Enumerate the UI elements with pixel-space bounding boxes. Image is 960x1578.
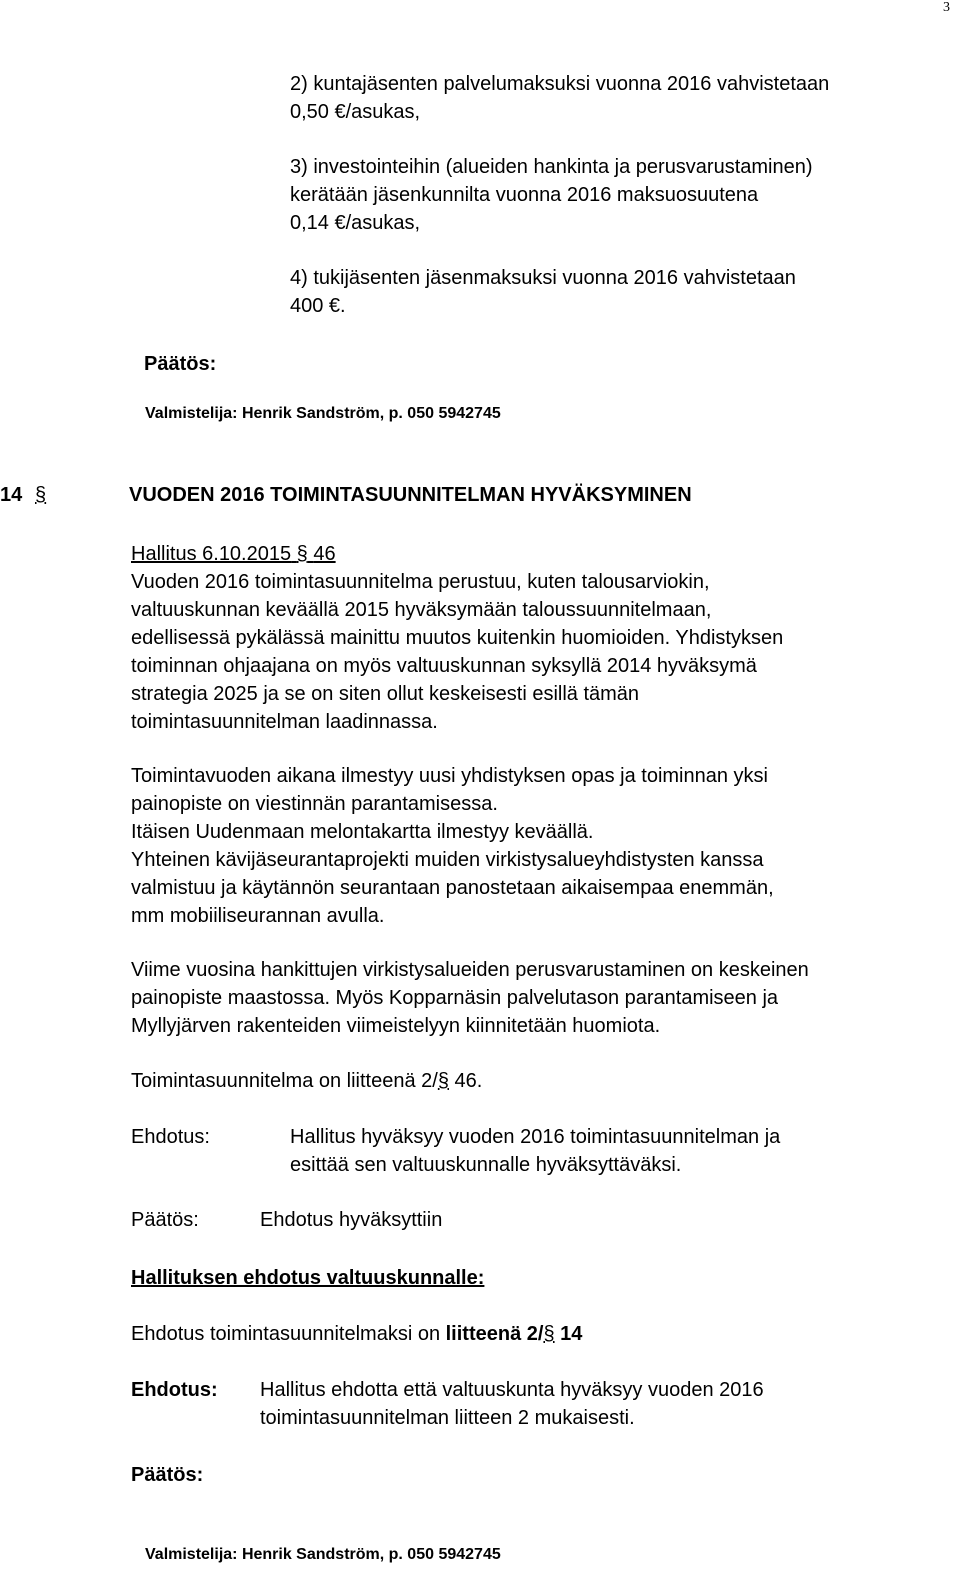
ehdotus-label-2: Ehdotus:: [131, 1379, 218, 1401]
section-sign: §: [35, 484, 47, 506]
valmistelija-2: Valmistelija: Henrik Sandström, p. 050 5942745: [145, 1546, 501, 1563]
section-heading: [0, 484, 960, 512]
decision-item-3: 3) investointeihin (alueiden hankinta ja perusvarustaminen) kerätään jäsenkunnilta vuonna 2016 maksuosuutena 0,14 €/asukas,: [290, 156, 813, 234]
ehdotus-text-2: Hallitus ehdotta että valtuuskunta hyväksyy vuoden 2016 toimintasuunnitelman liitteen 2 mukaisesti.: [260, 1379, 764, 1429]
paatos-label-1: Päätös:: [144, 353, 217, 375]
decision-item-4: 4) tukijäsenten jäsenmaksuksi vuonna 2016 vahvistetaan 400 €.: [290, 267, 796, 317]
section-title: VUODEN 2016 TOIMINTASUUNNITELMAN HYVÄKSYMINEN: [129, 484, 692, 506]
paatos-text-2: Ehdotus hyväksyttiin: [260, 1209, 443, 1231]
paragraph-4: Toimintasuunnitelma on liitteenä 2/§ 46.: [131, 1070, 483, 1092]
paatos-label-3: Päätös:: [131, 1464, 204, 1486]
section-number: 14: [0, 484, 23, 506]
valmistelija-1: Valmistelija: Henrik Sandström, p. 050 5942745: [145, 405, 501, 422]
p4-sign: §: [437, 1070, 449, 1092]
paragraph-3: Viime vuosina hankittujen virkistysalueiden perusvarustaminen on keskeinen painopiste maastossa. Myös Kopparnäsin palvelutason parantamiseen ja Myllyjärven rakenteiden viimeistelyyn kiinnitetään huomiota.: [131, 959, 809, 1037]
ehdotus-text-1: Hallitus hyväksyy vuoden 2016 toimintasuunnitelman ja esittää sen valtuuskunnalle hyväksyttäväksi.: [290, 1126, 781, 1176]
hallituksen-ehdotus-heading: Hallituksen ehdotus valtuuskunnalle:: [131, 1267, 485, 1289]
paragraph-2: Toimintavuoden aikana ilmestyy uusi yhdistyksen opas ja toiminnan yksi painopiste on viestinnän parantamisessa. Itäisen Uudenmaan melontakartta ilmestyy keväällä. Yhteinen kävijäseurantaprojekti muiden virkistysalueyhdistysten kanssa valmistuu ja käytännön seurantaan panostetaan aikaisempaa enemmän, mm mobiiliseurannan avulla.: [131, 765, 774, 927]
paragraph-1: Vuoden 2016 toimintasuunnitelma perustuu, kuten talousarviokin, valtuuskunnan keväällä 2015 hyväksymään taloussuunnitelmaan, edellisessä pykälässä mainittu muutos kuitenkin huomioiden. Yhdistyksen toiminnan ohjaajana on myös valtuuskunnan syksyllä 2014 hyväksymä strategia 2025 ja se on siten ollut keskeisesti esillä tämän toimintasuunnitelman laadinnassa.: [131, 571, 784, 733]
paatos-label-2: Päätös:: [131, 1209, 199, 1231]
hallitus-reference: Hallitus 6.10.2015 § 46: [131, 543, 336, 565]
ehdotus-label-1: Ehdotus:: [131, 1126, 210, 1148]
attachment-line: Ehdotus toimintasuunnitelmaksi on liitteenä 2/§ 14: [131, 1323, 583, 1345]
attachment-sign: §: [543, 1323, 555, 1345]
hallitus-sign: §: [296, 543, 308, 565]
page-number: 3: [943, 0, 950, 15]
decision-item-2: 2) kuntajäsenten palvelumaksuksi vuonna 2016 vahvistetaan 0,50 €/asukas,: [290, 73, 830, 123]
